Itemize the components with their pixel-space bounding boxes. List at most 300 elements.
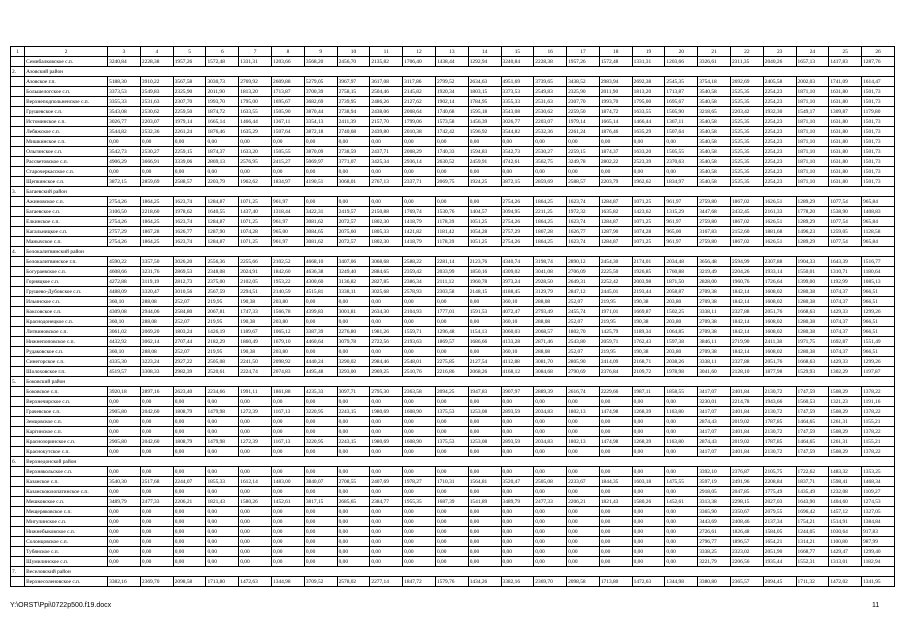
value-cell: 4309,02 (501, 267, 534, 277)
value-cell: 219,95 (206, 317, 239, 327)
value-cell: 3221,79 (698, 557, 731, 567)
value-cell: 288,08 (534, 347, 567, 357)
value-cell: 1713,87 (665, 87, 698, 97)
value-cell: 0,00 (403, 467, 436, 477)
value-cell: 2255,66 (239, 257, 272, 267)
value-cell: 0,00 (468, 167, 501, 177)
value-cell: 1501,73 (862, 167, 895, 177)
value-cell: 0,00 (599, 427, 632, 437)
value-cell: 0,00 (632, 447, 665, 457)
table-row (11, 177, 895, 187)
value-cell: 2376,84 (599, 367, 632, 377)
value-cell: 3438,52 (567, 77, 600, 87)
row-number-cell (11, 167, 25, 177)
value-cell: 2455,74 (567, 307, 600, 317)
value-cell: 2130,72 (763, 427, 796, 437)
value-cell: 0,00 (403, 137, 436, 147)
value-cell: 1077,54 (829, 197, 862, 207)
value-cell: 0,00 (599, 417, 632, 427)
value-cell: 2034,48 (665, 257, 698, 267)
value-cell: 2984,46 (370, 357, 403, 367)
table-row (11, 537, 895, 547)
value-cell: 2307,70 (567, 97, 600, 107)
value-cell: 2254,23 (763, 167, 796, 177)
value-cell: 1597,38 (665, 337, 698, 347)
value-cell: 1274,53 (862, 497, 895, 507)
value-cell: 2874,43 (698, 417, 731, 427)
value-cell: 0,00 (239, 487, 272, 497)
value-cell: 1429,47 (829, 547, 862, 557)
value-cell: 1775,49 (763, 487, 796, 497)
value-cell: 0,00 (435, 397, 468, 407)
value-cell: 0,00 (337, 417, 370, 427)
value-cell: 0,00 (567, 417, 600, 427)
value-cell: 0,00 (304, 557, 337, 567)
value-cell: 2859,69 (140, 177, 173, 187)
value-cell: 0,00 (140, 397, 173, 407)
value-cell: 1668,63 (796, 307, 829, 317)
value-cell: 2157,70 (370, 117, 403, 127)
value-cell: 2927,22 (173, 357, 206, 367)
value-cell: 203,80 (272, 317, 305, 327)
value-cell: 965,00 (272, 227, 305, 237)
value-cell: 1128,58 (862, 227, 895, 237)
value-cell: 2594,99 (730, 257, 763, 267)
value-cell: 0,00 (665, 527, 698, 537)
table-row (11, 497, 895, 507)
table-row (11, 317, 895, 327)
value-cell: 0,00 (370, 527, 403, 537)
value-cell: 3026,77 (501, 117, 534, 127)
value-cell: 1623,74 (173, 217, 206, 227)
value-cell: 1784,95 (468, 97, 501, 107)
value-cell: 1710,31 (435, 477, 468, 487)
value-cell: 2051,90 (763, 547, 796, 557)
value-cell: 0,00 (567, 397, 600, 407)
value-cell: 2369,70 (140, 577, 173, 587)
value-cell: 2477,33 (534, 497, 567, 507)
value-cell: 2454,30 (599, 257, 632, 267)
value-cell: 1074,37 (829, 317, 862, 327)
value-cell: 0,00 (173, 167, 206, 177)
value-cell: 2068,26 (468, 367, 501, 377)
value-cell: 1375,53 (435, 437, 468, 447)
column-header: 16 (534, 47, 567, 57)
value-cell: 0,00 (632, 467, 665, 477)
value-cell: 0,00 (337, 317, 370, 327)
value-cell: 1960,78 (468, 277, 501, 287)
value-cell: 1435,49 (796, 487, 829, 497)
value-cell: 1077,54 (829, 237, 862, 247)
value-cell: 288,08 (140, 297, 173, 307)
value-cell: 0,00 (468, 557, 501, 567)
column-header: 15 (501, 47, 534, 57)
value-cell: 2105,75 (763, 467, 796, 477)
value-cell: 1803,24 (173, 327, 206, 337)
value-cell: 965,84 (862, 217, 895, 227)
value-cell: 1635,82 (599, 207, 632, 217)
column-header: 20 (665, 47, 698, 57)
value-cell: 0,00 (206, 447, 239, 457)
table-row (11, 387, 895, 397)
column-header: 22 (730, 47, 763, 57)
row-number-cell (11, 217, 25, 227)
value-cell: 0,00 (468, 297, 501, 307)
value-cell: 2567,59 (206, 287, 239, 297)
value-cell: 2525,35 (730, 167, 763, 177)
value-cell: 1154,13 (468, 327, 501, 337)
value-cell: 252,07 (173, 347, 206, 357)
value-cell: 2828,00 (698, 277, 731, 287)
value-cell: 0,00 (304, 427, 337, 437)
value-cell: 0,00 (108, 467, 141, 477)
value-cell: 1287,90 (206, 227, 239, 237)
value-cell: 0,00 (337, 467, 370, 477)
value-cell: 0,00 (108, 487, 141, 497)
value-cell: 0,00 (468, 467, 501, 477)
settlement-name: Верхнечирское с.п. (25, 397, 108, 407)
value-cell: 2795,30 (370, 387, 403, 397)
value-cell: 0,00 (173, 557, 206, 567)
value-cell: 288,08 (534, 317, 567, 327)
value-cell: 2890,12 (567, 257, 600, 267)
value-cell: 1109,27 (862, 487, 895, 497)
column-header: 9 (304, 47, 337, 57)
value-cell: 1341,95 (862, 577, 895, 587)
value-cell: 0,00 (108, 427, 141, 437)
value-cell: 0,00 (337, 297, 370, 307)
table-row (11, 127, 895, 137)
value-cell: 2259,15 (173, 147, 206, 157)
row-number-cell (11, 307, 25, 317)
value-cell: 3293,00 (337, 367, 370, 377)
value-cell: 1280,38 (796, 317, 829, 327)
value-cell: 2401,84 (730, 427, 763, 437)
value-cell: 1549,17 (796, 107, 829, 117)
value-cell: 2058,87 (665, 287, 698, 297)
value-cell: 1472,63 (632, 577, 665, 587)
value-cell: 2174,01 (632, 257, 665, 267)
table-row (11, 267, 895, 277)
value-cell: 1181,42 (435, 227, 468, 237)
value-cell: 1979,14 (567, 117, 600, 127)
value-cell: 0,00 (599, 137, 632, 147)
value-cell: 2692,38 (632, 77, 665, 87)
value-cell: 0,00 (567, 517, 600, 527)
value-cell: 2261,24 (567, 127, 600, 137)
value-cell: 1331,31 (239, 57, 272, 67)
value-cell: 1640,55 (206, 207, 239, 217)
value-cell: 1979,14 (173, 117, 206, 127)
value-cell: 2241,50 (239, 357, 272, 367)
value-cell: 3198,74 (534, 257, 567, 267)
value-cell: 0,00 (632, 547, 665, 557)
value-cell: 2754,26 (501, 197, 534, 207)
value-cell: 3417,07 (698, 447, 731, 457)
value-cell: 1920,34 (435, 87, 468, 97)
value-cell: 1871,10 (796, 177, 829, 187)
value-cell: 1596,92 (468, 127, 501, 137)
value-cell: 2531,63 (534, 97, 567, 107)
value-cell: 0,00 (304, 527, 337, 537)
value-cell: 1747,59 (796, 447, 829, 457)
value-cell: 1378,22 (862, 447, 895, 457)
value-cell: 5188,30 (108, 77, 141, 87)
value-cell: 0,00 (140, 507, 173, 517)
value-cell: 4112,88 (501, 357, 534, 367)
value-cell: 1631,80 (829, 137, 862, 147)
value-cell: 3425,34 (370, 157, 403, 167)
value-cell: 2203,07 (534, 117, 567, 127)
value-cell: 0,00 (435, 507, 468, 517)
value-cell: 0,00 (632, 417, 665, 427)
value-cell: 1864,25 (140, 237, 173, 247)
value-cell: 1310,71 (829, 267, 862, 277)
value-cell: 2294,51 (239, 287, 272, 297)
value-cell: 2769,92 (239, 77, 272, 87)
value-cell: 2738,94 (337, 107, 370, 117)
value-cell: 3041,60 (698, 367, 731, 377)
value-cell: 1665,14 (599, 117, 632, 127)
value-cell: 2276,80 (337, 327, 370, 337)
value-cell: 2928,50 (534, 277, 567, 287)
value-cell: 0,00 (567, 537, 600, 547)
value-cell: 0,00 (403, 397, 436, 407)
value-cell: 1163,80 (665, 407, 698, 417)
value-cell: 0,00 (567, 427, 600, 437)
value-cell: 1971,01 (599, 307, 632, 317)
value-cell: 0,00 (599, 527, 632, 537)
value-cell: 2261,24 (173, 127, 206, 137)
column-header: 17 (567, 47, 600, 57)
value-cell: 2233,67 (567, 477, 600, 487)
value-cell: 2348,08 (206, 267, 239, 277)
value-cell: 2525,35 (730, 137, 763, 147)
value-cell: 2401,84 (730, 447, 763, 457)
column-header: 14 (468, 47, 501, 57)
value-cell: 2437,71 (370, 147, 403, 157)
value-cell: 0,00 (304, 137, 337, 147)
value-cell: 1855,33 (206, 477, 239, 487)
value-cell: 0,00 (632, 557, 665, 567)
value-cell: 3380,80 (698, 577, 731, 587)
value-cell: 1860,49 (239, 337, 272, 347)
value-cell: 0,00 (534, 137, 567, 147)
value-cell: 1623,74 (567, 237, 600, 247)
value-cell: 1635,29 (632, 127, 665, 137)
value-cell: 2254,23 (763, 177, 796, 187)
value-cell: 2525,35 (730, 97, 763, 107)
value-cell: 2531,63 (140, 97, 173, 107)
value-cell: 1253,08 (468, 437, 501, 447)
value-cell: 2051,76 (763, 357, 796, 367)
value-cell: 2884,65 (370, 267, 403, 277)
value-cell: 2123,76 (468, 257, 501, 267)
value-cell: 0,00 (599, 447, 632, 457)
value-cell: 0,00 (403, 507, 436, 517)
value-cell: 3060,03 (501, 327, 534, 337)
value-cell: 1180,64 (862, 267, 895, 277)
value-cell: 0,00 (468, 197, 501, 207)
value-cell: 2754,26 (108, 197, 141, 207)
value-cell: 2375,00 (206, 277, 239, 287)
value-cell: 1987,11 (632, 387, 665, 397)
value-cell: 1244,05 (796, 527, 829, 537)
value-cell: 2137,34 (763, 517, 796, 527)
value-cell: 0,00 (403, 417, 436, 427)
value-cell: 2069,20 (140, 327, 173, 337)
table-row (11, 87, 895, 97)
value-cell: 0,00 (403, 317, 436, 327)
value-cell: 0,00 (665, 507, 698, 517)
value-cell: 219,95 (206, 347, 239, 357)
value-cell: 1842,14 (730, 297, 763, 307)
value-cell: 1747,33 (239, 307, 272, 317)
section-row (11, 457, 895, 467)
value-cell: 1881,68 (763, 227, 796, 237)
value-cell: 2002,03 (796, 77, 829, 87)
value-cell: 1572,48 (599, 57, 632, 67)
value-cell: 4399,83 (304, 307, 337, 317)
value-cell: 3068,01 (337, 177, 370, 187)
value-cell: 3373,53 (501, 87, 534, 97)
footer-file-path: Y:\ORST\Ppi\0722p500.f19.docx (10, 602, 112, 609)
value-cell: 2203,79 (599, 177, 632, 187)
value-cell: 190,38 (239, 347, 272, 357)
value-cell: 0,00 (108, 137, 141, 147)
value-cell: 1167,13 (272, 407, 305, 417)
value-cell: 0,00 (140, 137, 173, 147)
value-cell: 3326,61 (698, 57, 731, 67)
value-cell: 203,80 (665, 347, 698, 357)
value-cell: 1847,72 (403, 577, 436, 587)
settlement-name: Каргинское с.п. (25, 427, 108, 437)
value-cell: 1871,10 (796, 147, 829, 157)
value-cell: 1580,26 (632, 497, 665, 507)
value-cell: 2510,76 (403, 367, 436, 377)
value-cell: 1842,60 (272, 267, 305, 277)
section-number: 4. (11, 247, 25, 257)
value-cell: 0,00 (140, 557, 173, 567)
value-cell: 0,00 (567, 527, 600, 537)
value-cell: 0,00 (468, 487, 501, 497)
settlement-name: Краснокутское с.п. (25, 447, 108, 457)
value-cell: 3338,11 (337, 287, 370, 297)
value-cell: 3354,13 (304, 117, 337, 127)
value-cell: 0,00 (272, 427, 305, 437)
value-cell: 3422,31 (304, 207, 337, 217)
value-cell: 219,95 (599, 317, 632, 327)
value-cell: 2847,12 (567, 287, 600, 297)
value-cell: 2008,29 (403, 147, 436, 157)
value-cell: 2386,34 (403, 277, 436, 287)
section-title: Багаевский район (25, 187, 895, 197)
value-cell: 190,38 (632, 297, 665, 307)
value-cell: 0,00 (370, 447, 403, 457)
value-cell: 1516,77 (862, 257, 895, 267)
value-cell: 1425,79 (599, 327, 632, 337)
value-cell: 1978,98 (665, 367, 698, 377)
value-cell: 1623,74 (173, 237, 206, 247)
value-cell: 2549,83 (534, 87, 567, 97)
value-cell: 3220,95 (304, 407, 337, 417)
value-cell: 0,00 (206, 137, 239, 147)
value-cell: 0,00 (337, 547, 370, 557)
value-cell: 2432,45 (730, 207, 763, 217)
value-cell: 1552,31 (796, 557, 829, 567)
value-cell: 2530,27 (140, 147, 173, 157)
value-cell: 1960,76 (730, 277, 763, 287)
value-cell: 2098,58 (173, 577, 206, 587)
value-cell: 360,10 (501, 317, 534, 327)
value-cell: 2204,26 (730, 267, 763, 277)
value-cell: 1573,58 (435, 117, 468, 127)
value-cell: 2152,60 (730, 227, 763, 237)
value-cell: 1787,85 (763, 417, 796, 427)
value-cell: 1635,29 (239, 127, 272, 137)
value-cell: 3447,68 (698, 207, 731, 217)
value-cell: 2206,21 (173, 497, 206, 507)
value-cell: 0,00 (665, 417, 698, 427)
column-header: 6 (206, 47, 239, 57)
value-cell: 1978,27 (403, 477, 436, 487)
value-cell: 1795,00 (239, 97, 272, 107)
value-cell: 190,38 (632, 347, 665, 357)
value-cell: 1272,39 (239, 407, 272, 417)
value-cell: 2024,91 (239, 267, 272, 277)
value-cell: 2517,68 (140, 477, 173, 487)
value-cell: 1418,79 (403, 237, 436, 247)
value-cell: 2525,35 (730, 117, 763, 127)
value-cell: 0,00 (403, 347, 436, 357)
value-cell: 3872,15 (501, 177, 534, 187)
value-cell: 1287,76 (862, 57, 895, 67)
value-cell: 2871,46 (534, 337, 567, 347)
value-cell: 1932,30 (763, 107, 796, 117)
value-cell: 0,00 (108, 537, 141, 547)
value-cell: 2203,42 (730, 107, 763, 117)
value-cell: 2254,23 (763, 117, 796, 127)
value-cell: 1608,90 (403, 407, 436, 417)
value-cell: 1740,33 (435, 147, 468, 157)
value-cell: 2709,38 (698, 317, 731, 327)
value-cell: 0,00 (567, 467, 600, 477)
value-cell: 1299,26 (862, 357, 895, 367)
value-cell: 2759,80 (698, 217, 731, 227)
value-cell: 0,00 (403, 537, 436, 547)
value-cell: 1874,72 (206, 107, 239, 117)
value-cell: 3540,30 (108, 477, 141, 487)
row-number-cell (11, 117, 25, 127)
value-cell: 0,00 (108, 527, 141, 537)
value-cell: 1466,44 (239, 117, 272, 127)
value-cell: 1474,98 (599, 437, 632, 447)
value-cell: 0,00 (534, 467, 567, 477)
value-cell: 1507,64 (665, 127, 698, 137)
value-cell: 1711,32 (796, 577, 829, 587)
table-row (11, 307, 895, 317)
value-cell: 0,00 (599, 517, 632, 527)
value-cell: 2754,26 (108, 217, 141, 227)
value-cell: 4188,45 (501, 287, 534, 297)
value-cell: 4608,66 (108, 267, 141, 277)
value-cell: 2038,26 (665, 357, 698, 367)
value-cell: 1842,14 (730, 287, 763, 297)
value-cell: 3870,09 (304, 147, 337, 157)
value-cell: 965,84 (862, 197, 895, 207)
value-cell: 3097,71 (337, 387, 370, 397)
value-cell: 1232,08 (829, 487, 862, 497)
